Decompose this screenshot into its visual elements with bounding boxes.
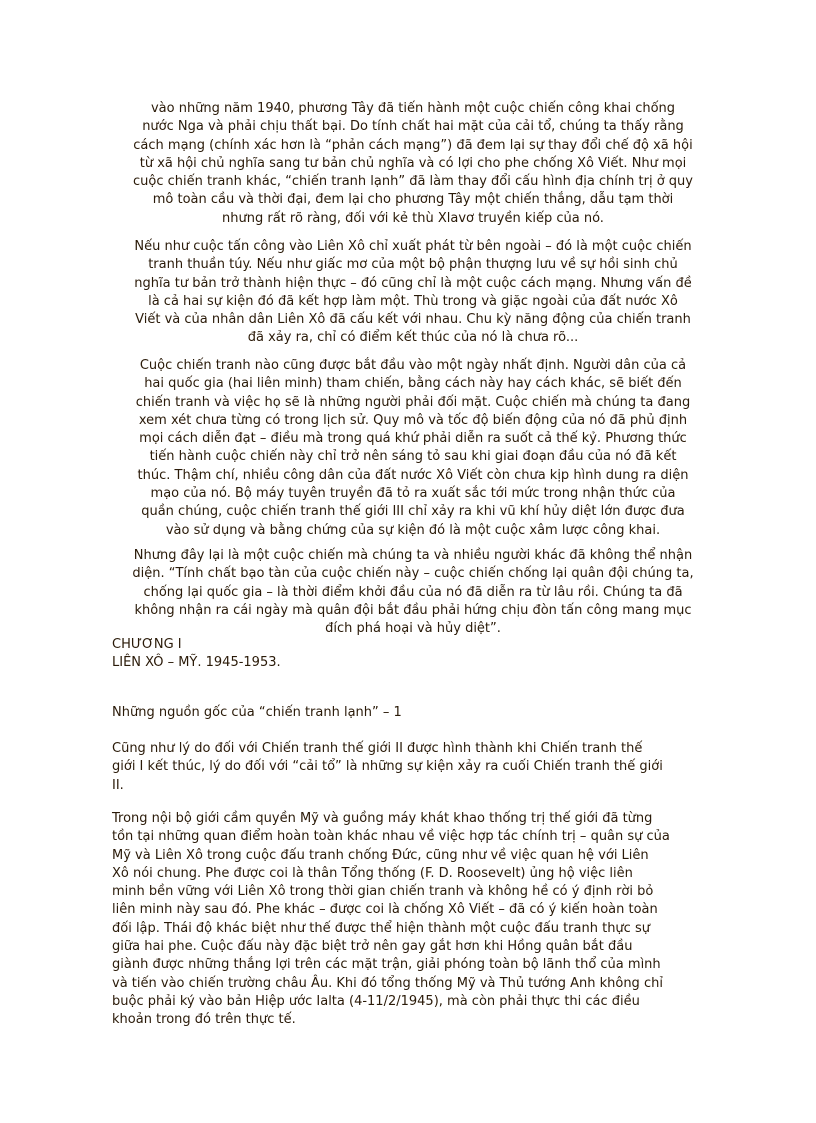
text-line: cuộc chiến tranh khác, “chiến tranh lạnh” đã làm thay đổi cấu hình địa chính trị ở quy — [133, 174, 693, 190]
text-line: tồn tại những quan điểm hoàn toàn khác nhau về việc hợp tác chính trị – quân sự của — [112, 829, 670, 845]
text-line: tiến hành cuộc chiến này chỉ trở nên sáng tỏ sau khi giai đoạn đầu của nó đã kết — [149, 449, 677, 465]
chapter-heading — [112, 636, 714, 673]
text-line: Mỹ và Liên Xô trong cuộc đấu tranh chống Đức, cũng như về việc quan hệ với Liên — [112, 847, 649, 863]
paragraph-3 — [112, 357, 714, 540]
text-line: quần chúng, cuộc chiến tranh thế giới III chỉ xảy ra khi vũ khí hủy diệt lớn được đưa — [141, 504, 685, 520]
text-line: giành được những thắng lợi trên các mặt trận, giải phóng toàn bộ lãnh thổ của mình — [112, 957, 661, 973]
text-line: Viết và của nhân dân Liên Xô đã cấu kết với nhau. Chu kỳ năng động của chiến tranh — [135, 312, 691, 328]
text-line: nhưng rất rõ ràng, đối với kẻ thù Xlavơ truyền kiếp của nó. — [222, 210, 604, 226]
text-line: minh bền vững với Liên Xô trong thời gian chiến tranh và không hề có ý định rời bỏ — [112, 884, 654, 900]
text-line: đích phá hoại và hủy diệt”. — [325, 621, 501, 637]
text-line: Nhưng đây lại là một cuộc chiến mà chúng ta và nhiều người khác đã không thể nhận — [133, 548, 693, 563]
text-line: II. — [112, 777, 124, 793]
text-line: Những nguồn gốc của “chiến tranh lạnh” – 1 — [112, 705, 402, 720]
text-line: mạo của nó. Bộ máy tuyên truyền đã tỏ ra xuất sắc tới mức trong nhận thức của — [150, 486, 676, 502]
text-line: khoản trong đó trên thực tế. — [112, 1012, 296, 1028]
paragraph-1 — [112, 100, 714, 228]
text-line: là cả hai sự kiện đó đã kết hợp làm một. Thù trong và giặc ngoài của đất nước Xô — [148, 293, 678, 309]
section-heading — [112, 704, 714, 722]
text-line: nghĩa tư bản trở thành hiện thực – đó cũng chỉ là một cuộc cách mạng. Nhưng vấn đề — [134, 275, 692, 291]
text-line: giới I kết thúc, lý do đối với “cải tổ” là những sự kiện xảy ra cuối Chiến tranh thế giới — [112, 759, 663, 775]
text-line: CHƯƠNG I — [112, 637, 182, 652]
text-line: đối lập. Thái độ khác biệt như thế được thể hiện thành một cuộc đấu tranh thực sự — [112, 920, 650, 936]
text-line: vào sử dụng và bằng chứng của sự kiện đó là một cuộc xâm lược công khai. — [165, 522, 661, 538]
text-line: nước Nga và phải chịu thất bại. Do tính chất hai mặt của cải tổ, chúng ta thấy rằng — [142, 119, 684, 135]
paragraph-6 — [112, 810, 714, 1030]
text-line: vào những năm 1940, phương Tây đã tiến hành một cuộc chiến công khai chống — [150, 101, 676, 116]
text-line: không nhận ra cái ngày mà quân đội bắt đầu phải hứng chịu đòn tấn công mang mục — [134, 602, 692, 618]
text-line: mọi cách diễn đạt – điều mà trong quá khứ phải diễn ra suốt cả thế kỷ. Phương thức — [139, 431, 687, 447]
text-line: xem xét chưa từng có trong lịch sử. Quy mô và tốc độ biến động của nó đã phủ định — [138, 412, 688, 428]
text-line: Cũng như lý do đối với Chiến tranh thế giới II được hình thành khi Chiến tranh thế — [112, 741, 643, 756]
paragraph-5 — [112, 740, 714, 795]
text-line: chống lại quốc gia – là thời điểm khởi đầu của nó đã diễn ra từ lâu rồi. Chúng ta đã — [143, 584, 683, 600]
text-line: Trong nội bộ giới cầm quyền Mỹ và guồng máy khát khao thống trị thế giới đã từng — [112, 811, 653, 826]
text-line: diện. “Tính chất bạo tàn của cuộc chiến này – cuộc chiến chống lại quân đội chúng ta, — [132, 566, 694, 582]
text-line: đã xảy ra, chỉ có điểm kết thúc của nó là chưa rõ... — [247, 330, 579, 346]
text-line: mô toàn cầu và thời đại, đem lại cho phương Tây một chiến thắng, dẫu tạm thời — [152, 192, 674, 208]
text-line: cách mạng (chính xác hơn là “phản cách mạng”) đã đem lại sự thay đổi chế độ xã hội — [133, 137, 693, 153]
text-line: từ xã hội chủ nghĩa sang tư bản chủ nghĩa và có lợi cho phe chống Xô Viết. Như mọi — [139, 155, 687, 171]
paragraph-4 — [112, 547, 714, 638]
text-line: chiến tranh và việc họ sẽ là những người phải đối mặt. Cuộc chiến mà chúng ta đang — [135, 394, 691, 410]
paragraph-2 — [112, 238, 714, 348]
text-line: liên minh này sau đó. Phe khác – được coi là chống Xô Viết – đã có ý kiến hoàn toàn — [112, 902, 658, 918]
text-line: Cuộc chiến tranh nào cũng được bắt đầu vào một ngày nhất định. Người dân của cả — [139, 358, 687, 373]
text-line: và tiến vào chiến trường châu Âu. Khi đó tổng thống Mỹ và Thủ tướng Anh không chỉ — [112, 975, 663, 991]
text-line: LIÊN XÔ – MỸ. 1945-1953. — [112, 655, 281, 671]
text-line: Nếu như cuộc tấn công vào Liên Xô chỉ xuất phát từ bên ngoài – đó là một cuộc chiến — [134, 239, 692, 254]
text-line: buộc phải ký vào bản Hiệp ước Ialta (4-11/2/1945), mà còn phải thực thi các điều — [112, 993, 640, 1009]
text-line: hai quốc gia (hai liên minh) tham chiến, bằng cách này hay cách khác, sẽ biết đến — [144, 376, 682, 392]
text-line: thúc. Thậm chí, nhiều công dân của đất nước Xô Viết còn chưa kịp hình dung ra diện — [137, 467, 689, 483]
text-line: Xô nói chung. Phe được coi là thân Tổng thống (F. D. Roosevelt) ủng hộ việc liên — [112, 865, 633, 881]
text-line: tranh thuần túy. Nếu như giấc mơ của một bộ phận thượng lưu về sự hồi sinh chủ — [148, 257, 678, 273]
text-line: giữa hai phe. Cuộc đấu này đặc biệt trở nên gay gắt hơn khi Hồng quân bắt đầu — [112, 939, 633, 955]
